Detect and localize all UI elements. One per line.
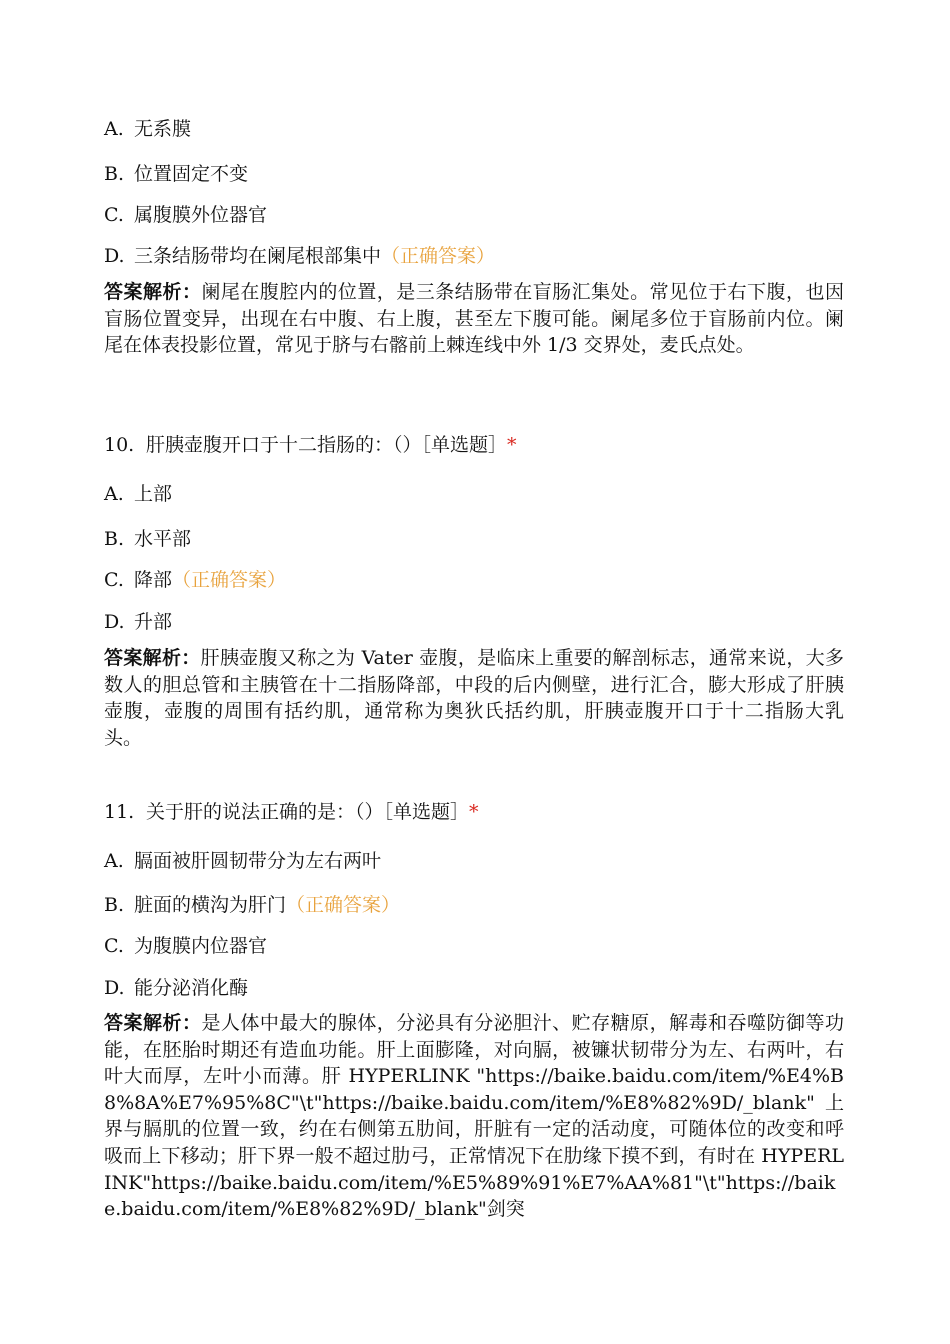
- option-text: 能分泌消化酶: [134, 977, 249, 999]
- option-letter: D.: [104, 977, 125, 999]
- option-text: 膈面被肝圆韧带分为左右两叶: [134, 850, 382, 872]
- option-letter: B.: [104, 894, 125, 916]
- q10-explanation: [104, 645, 844, 751]
- option-text: 水平部: [134, 528, 192, 550]
- explanation-label: 答案解析：: [104, 281, 202, 303]
- q11-option-b: [104, 893, 400, 917]
- correct-answer-tag: （正确答案）: [381, 245, 496, 267]
- option-letter: D.: [104, 245, 125, 267]
- explanation-label: 答案解析：: [104, 647, 201, 669]
- q9-explanation: [104, 279, 844, 359]
- option-letter: A.: [104, 483, 124, 505]
- q11-option-c: [104, 934, 267, 958]
- option-text: 无系膜: [134, 118, 192, 140]
- q10-option-a: [104, 482, 172, 506]
- required-mark: *: [507, 434, 517, 456]
- option-text: 降部: [134, 569, 173, 591]
- q10-option-b: [104, 527, 191, 551]
- explanation-text: 是人体中最大的腺体，分泌具有分泌胆汁、贮存糖原，解毒和吞噬防御等功能，在胚胎时期还有造血功能。肝上面膨隆，对向膈，被镰状韧带分为左、右两叶，右叶大而厚，左叶小而薄。肝 HYPERLINK "https://baike.baidu.com/item/%E4%B8%8A%E7%95%8C"\t"https://baike.baidu.com/item/%E8%82%9D/_blank"上界与膈肌的位置一致，约在右侧第五肋间，肝脏有一定的活动度，可随体位的改变和呼吸而上下移动；肝下界一般不超过肋弓，正常情况下在肋缘下摸不到，有时在 HYPERLINK"https://baike.baidu.com/item/%E5%89%91%E7%AA%81"\t"https://baike.baidu.com/item/%E8%82%9D/_blank"剑突: [104, 1012, 844, 1221]
- question-number: 11.: [104, 801, 135, 823]
- option-letter: A.: [104, 850, 124, 872]
- explanation-text: 阑尾在腹腔内的位置，是三条结肠带在盲肠汇集处。常见位于右下腹，也因盲肠位置变异，出现在右中腹、右上腹，甚至左下腹可能。阑尾多位于盲肠前内位。阑尾在体表投影位置，常见于脐与右髂前上棘连线中外 1/3 交界处，麦氏点处。: [104, 281, 844, 357]
- option-letter: D.: [104, 611, 125, 633]
- required-mark: *: [469, 801, 479, 823]
- q11-explanation: [104, 1010, 844, 1223]
- option-text: 属腹膜外位器官: [134, 204, 268, 226]
- q9-option-c: [104, 203, 267, 227]
- option-letter: C.: [104, 204, 124, 226]
- explanation-text: 肝胰壶腹又称之为 Vater 壶腹，是临床上重要的解剖标志，通常来说，大多数人的胆总管和主胰管在十二指肠降部，中段的后内侧壁，进行汇合，膨大形成了肝胰壶腹，壶腹的周围有括约肌，通常称为奥狄氏括约肌，肝胰壶腹开口于十二指肠大乳头。: [104, 647, 844, 749]
- option-letter: C.: [104, 569, 124, 591]
- option-letter: C.: [104, 935, 124, 957]
- option-text: 升部: [134, 611, 173, 633]
- q10-option-d: [104, 610, 172, 634]
- q9-option-a: [104, 117, 191, 141]
- option-text: 位置固定不变: [134, 163, 249, 185]
- correct-answer-tag: （正确答案）: [286, 894, 401, 916]
- option-text: 三条结肠带均在阑尾根部集中: [134, 245, 382, 267]
- q10-option-c: [104, 568, 286, 592]
- option-letter: B.: [104, 528, 125, 550]
- question-text: 肝胰壶腹开口于十二指肠的：（）［单选题］: [146, 434, 508, 456]
- option-text: 上部: [134, 483, 173, 505]
- q11-option-a: [104, 849, 381, 873]
- option-text: 脏面的横沟为肝门: [134, 894, 287, 916]
- correct-answer-tag: （正确答案）: [172, 569, 287, 591]
- q9-option-d: [104, 244, 495, 268]
- q10-title: [104, 433, 517, 457]
- question-text: 关于肝的说法正确的是：（）［单选题］: [146, 801, 470, 823]
- option-letter: A.: [104, 118, 124, 140]
- option-letter: B.: [104, 163, 125, 185]
- question-number: 10.: [104, 434, 135, 456]
- q11-title: [104, 800, 479, 824]
- explanation-label: 答案解析：: [104, 1012, 202, 1034]
- q11-option-d: [104, 976, 248, 1000]
- option-text: 为腹膜内位器官: [134, 935, 268, 957]
- q9-option-b: [104, 162, 248, 186]
